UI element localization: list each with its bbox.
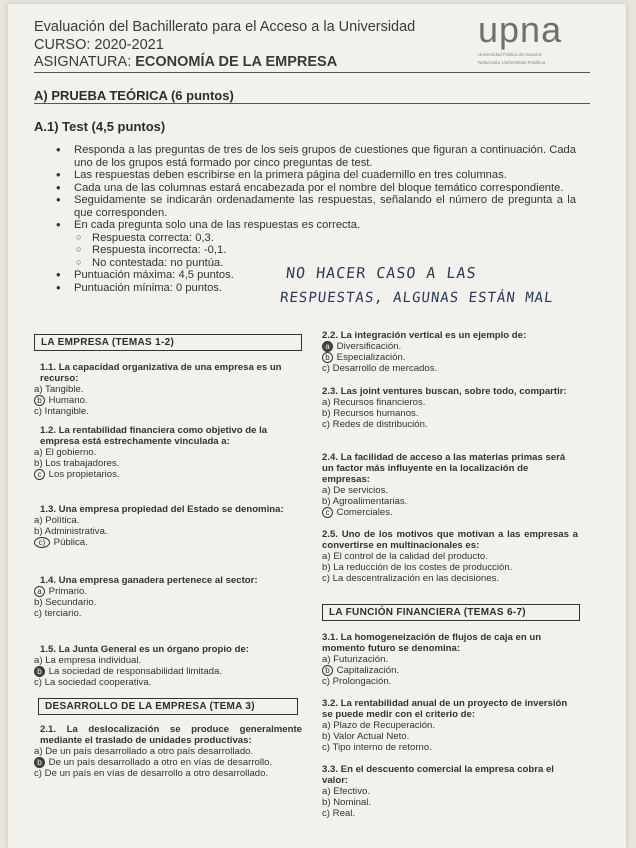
option-c: c) Tipo interno de retorno.	[322, 742, 432, 753]
option-b: b) Los trabajadores.	[34, 458, 120, 469]
instruction-item: • Puntuación mínima: 0 puntos.	[56, 282, 576, 295]
logo-sub-1: Universidad Pública de Navarra	[478, 52, 542, 57]
header-course: CURSO: 2020-2021	[34, 37, 164, 53]
option-c: c) terciario.	[34, 608, 82, 619]
option-text: La sociedad de responsabilidad limitada.	[48, 666, 223, 677]
option-b: b) Valor Actual Neto.	[322, 731, 410, 742]
circled-mark: a	[34, 586, 45, 597]
circled-mark: b	[34, 395, 45, 406]
circled-mark: c	[34, 469, 45, 480]
block-title-financiera: LA FUNCIÓN FINANCIERA (TEMAS 6-7)	[322, 604, 580, 621]
question-title: 2.1. La deslocalización se produce generalmente mediante el traslado de unidades productivas:	[40, 724, 302, 746]
option-b: b) Nominal.	[322, 797, 372, 808]
circled-mark: b	[322, 665, 333, 676]
option-text: Especialización.	[336, 352, 406, 363]
handwritten-note-line-1: NO HACER CASO A LAS	[285, 264, 478, 282]
header-subject	[34, 53, 337, 71]
option-a	[322, 341, 578, 352]
question-title: 1.3. Una empresa propiedad del Estado se denomina:	[40, 504, 284, 515]
question-title: 3.1. La homogeneización de flujos de caja en un momento futuro se denomina:	[322, 632, 542, 654]
section-a-title: A) PRUEBA TEÓRICA (6 puntos)	[34, 88, 234, 103]
option-c: c) La sociedad cooperativa.	[34, 677, 152, 688]
logo-sub-2: Nafarroako Unibertsitate Publikoa	[478, 60, 546, 65]
question-3-3	[322, 764, 578, 819]
question-title: 2.3. Las joint ventures buscan, sobre todo, compartir:	[322, 386, 567, 397]
option-b	[34, 395, 302, 406]
option-b: b) La reducción de los costes de producción.	[322, 562, 513, 573]
question-title: 1.5. La Junta General es un órgano propio de:	[40, 644, 249, 655]
instruction-item: • Responda a las preguntas de tres de los seis grupos de cuestiones que figuran a continuación. Cada uno de los grupos está formado por cinco preguntas de test.	[56, 144, 576, 169]
option-a: a) De un país desarrollado a otro país desarrollado.	[34, 746, 254, 757]
section-a-rule	[34, 103, 590, 104]
option-b: b) Agroalimentarias.	[322, 496, 408, 507]
option-text: Los propietarios.	[48, 469, 120, 480]
question-2-5	[322, 529, 578, 584]
option-a	[34, 586, 302, 597]
instruction-item: • Las respuestas deben escribirse en la primera página del cuadernillo en tres columnas.	[56, 169, 576, 182]
option-c	[34, 469, 302, 480]
question-title: 3.3. En el descuento comercial la empresa cobra el valor:	[322, 764, 554, 786]
question-title: 1.4. Una empresa ganadera pertenece al sector:	[40, 575, 258, 586]
instruction-item: • Puntuación máxima: 4,5 puntos.	[56, 269, 576, 282]
circled-mark: c)	[34, 537, 50, 548]
instruction-item: • Seguidamente se indicarán ordenadamente las respuestas, señalando el número de pregunta a la que corresponden.	[56, 194, 576, 219]
option-text: Capitalización.	[336, 665, 400, 676]
instruction-subitem: ○ Respuesta correcta: 0,3.	[56, 232, 576, 245]
option-a: a) Efectivo.	[322, 786, 370, 797]
question-1-3	[34, 504, 302, 548]
option-text: De un país desarrollado a otro en vías de desarrollo.	[48, 757, 273, 768]
question-title: 3.2. La rentabilidad anual de un proyecto de inversión se puede medir con el criterio de:	[322, 698, 568, 720]
circled-mark: a	[322, 341, 333, 352]
option-b: b) Secundario.	[34, 597, 97, 608]
option-a: a) Plazo de Recuperación.	[322, 720, 436, 731]
instruction-subitem: ○ Respuesta incorrecta: -0,1.	[56, 244, 576, 257]
question-title: 1.2. La rentabilidad financiera como objetivo de la empresa está estrechamente vinculada a:	[40, 425, 268, 447]
circled-mark: b	[34, 757, 45, 768]
option-c: c) Redes de distribución.	[322, 419, 428, 430]
option-c	[34, 537, 302, 548]
option-a: a) Tangible.	[34, 384, 84, 395]
exam-page	[8, 4, 626, 848]
option-b	[322, 352, 578, 363]
subject-prefix: ASIGNATURA:	[34, 54, 136, 70]
option-a: a) Política.	[34, 515, 80, 526]
option-a: a) Recursos financieros.	[322, 397, 426, 408]
option-c: c) Prolongación.	[322, 676, 392, 687]
handwritten-note-line-2: RESPUESTAS, ALGUNAS ESTÁN MAL	[279, 290, 555, 306]
question-1-1	[34, 362, 302, 417]
option-c: c) Desarrollo de mercados.	[322, 363, 438, 374]
option-c: c) Intangible.	[34, 406, 89, 417]
question-title: 2.5. Uno de los motivos que motivan a las empresas a convertirse en multinacionales es:	[322, 529, 578, 551]
option-c: c) Real.	[322, 808, 356, 819]
option-a: a) De servicios.	[322, 485, 389, 496]
question-1-4	[34, 575, 302, 619]
instruction-item: • En cada pregunta solo una de las respuestas es correcta.	[56, 219, 576, 232]
option-b	[34, 666, 302, 677]
subject-name: ECONOMÍA DE LA EMPRESA	[135, 54, 338, 70]
option-a: a) Futurización.	[322, 654, 389, 665]
question-3-1	[322, 632, 578, 687]
option-text: Pública.	[53, 537, 88, 548]
upna-logo	[478, 10, 588, 66]
logo-text: upna	[478, 9, 563, 50]
question-2-2	[322, 330, 578, 374]
option-a: a) La empresa individual.	[34, 655, 142, 666]
option-text: Comerciales.	[336, 507, 393, 518]
circled-mark: c	[322, 507, 333, 518]
option-b: b) Administrativa.	[34, 526, 108, 537]
block-title-empresa: LA EMPRESA (TEMAS 1-2)	[34, 334, 302, 351]
block-title-desarrollo: DESARROLLO DE LA EMPRESA (TEMA 3)	[38, 698, 298, 715]
instruction-subitem: ○ No contestada: no puntúa.	[56, 257, 576, 270]
question-title: 2.2. La integración vertical es un ejemplo de:	[322, 330, 527, 341]
option-c	[322, 507, 578, 518]
question-2-1	[34, 724, 302, 779]
option-b	[322, 665, 578, 676]
question-1-5	[34, 644, 302, 688]
section-a1-title: A.1) Test (4,5 puntos)	[34, 119, 166, 134]
question-title: 1.1. La capacidad organizativa de una empresa es un recurso:	[40, 362, 282, 384]
option-a: a) El gobierno.	[34, 447, 97, 458]
circled-mark: b	[34, 666, 45, 677]
option-a: a) El control de la calidad del producto.	[322, 551, 488, 562]
option-text: Primario.	[48, 586, 88, 597]
circled-mark: b	[322, 352, 333, 363]
option-text: Humano.	[48, 395, 88, 406]
header-rule	[34, 72, 590, 73]
option-text: Diversificación.	[336, 341, 402, 352]
header-line-1: Evaluación del Bachillerato para el Acceso a la Universidad	[34, 19, 416, 35]
question-2-3	[322, 386, 578, 430]
question-3-2	[322, 698, 578, 753]
question-1-2	[34, 425, 302, 480]
option-c: c) La descentralización en las decisiones.	[322, 573, 500, 584]
option-b	[34, 757, 302, 768]
option-b: b) Recursos humanos.	[322, 408, 419, 419]
instruction-item: • Cada una de las columnas estará encabezada por el nombre del bloque temático correspondiente.	[56, 182, 576, 195]
question-2-4	[322, 452, 578, 518]
option-c: c) De un país en vías de desarrollo a otro desarrollado.	[34, 768, 269, 779]
question-title: 2.4. La facilidad de acceso a las materias primas será un factor más influyente en la localización de empresas:	[322, 452, 566, 485]
